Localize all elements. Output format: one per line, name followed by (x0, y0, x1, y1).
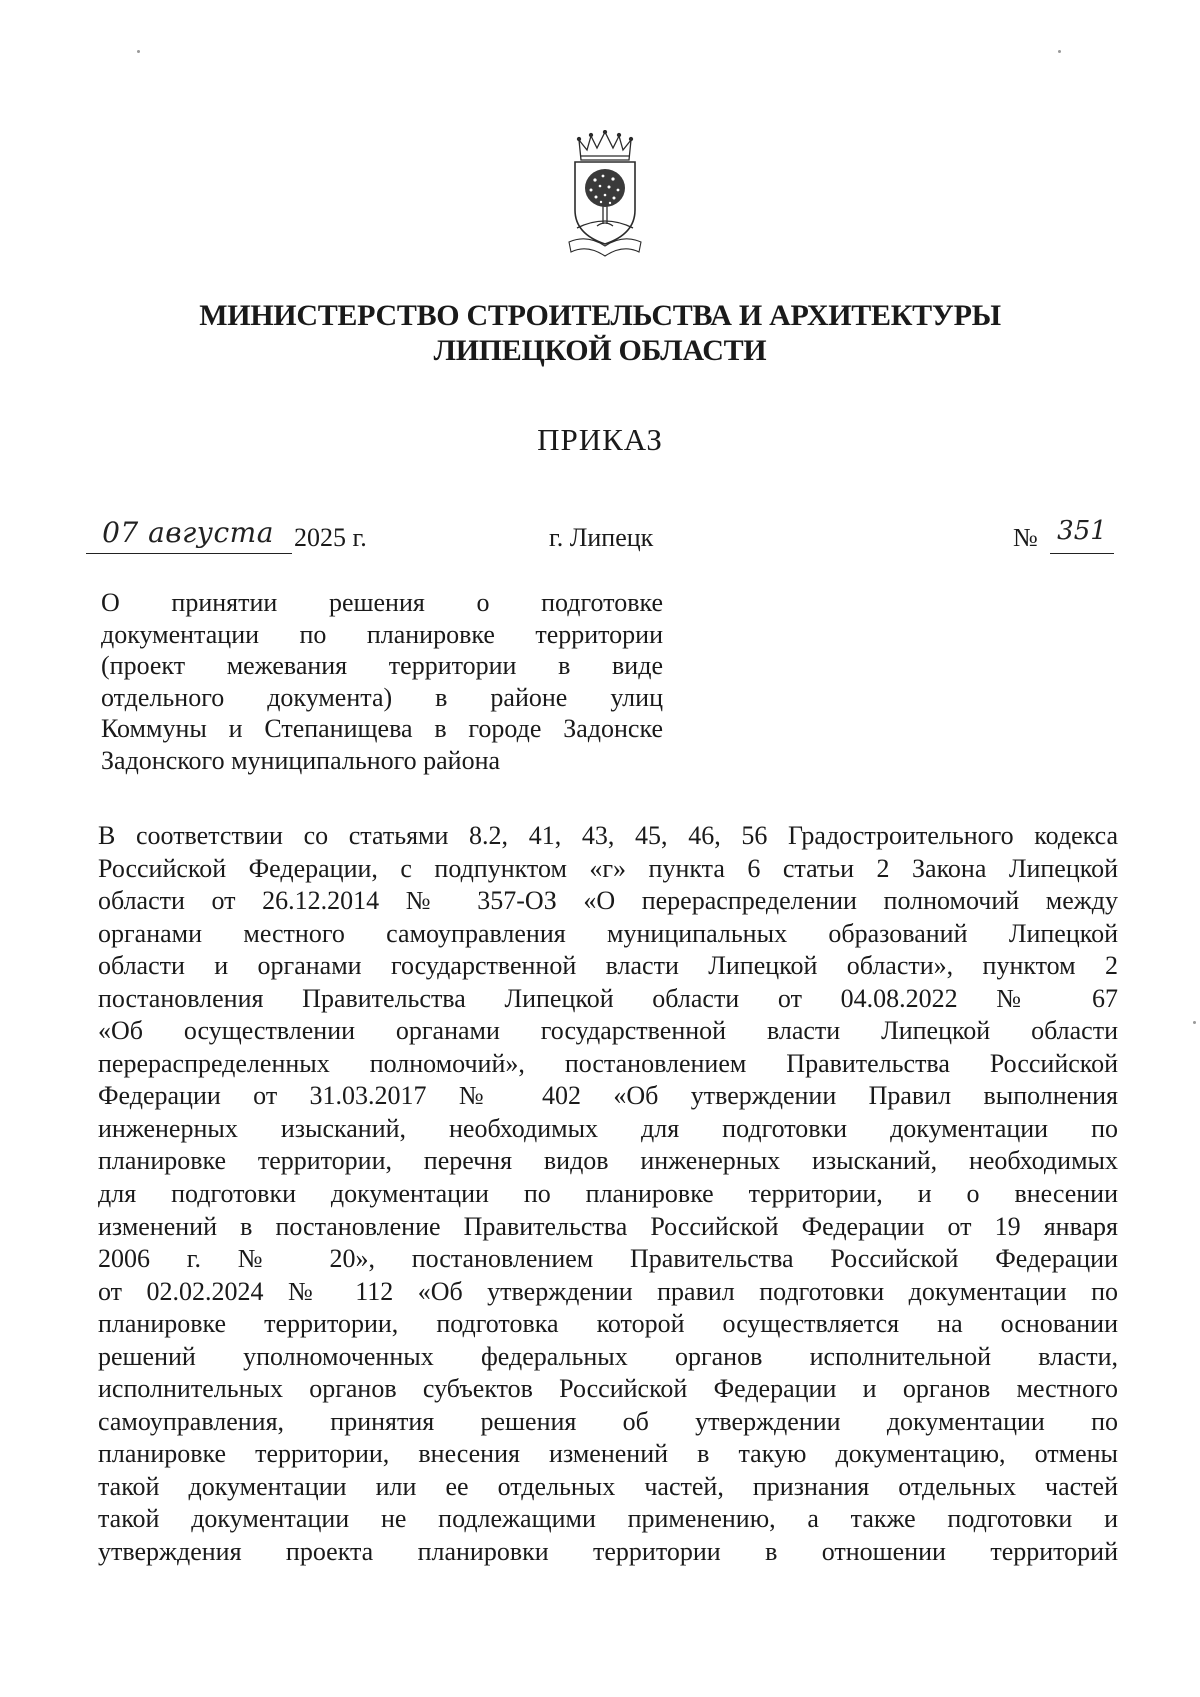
body-line: области от 26.12.2014 № 357-ОЗ «О перераспределении полномочий между (98, 886, 1118, 916)
body-line: такой документации или ее отдельных частей, признания отдельных частей (98, 1471, 1118, 1501)
body-line: перераспределенных полномочий», постановлением Правительства Российской (98, 1048, 1118, 1078)
body-line: планировке территории, перечня видов инженерных изысканий, необходимых (98, 1146, 1118, 1176)
organization-name-line-2: ЛИПЕЦКОЙ ОБЛАСТИ (433, 334, 767, 367)
date-year: 2025 г. (294, 523, 367, 552)
body-line: изменений в постановление Правительства Российской Федерации от 19 января (98, 1211, 1118, 1241)
subject-line: О принятии решения о подготовке (101, 588, 663, 617)
body-line: решений уполномоченных федеральных органов исполнительной власти, (98, 1341, 1118, 1371)
date-underline (86, 553, 292, 554)
subject-line: Коммуны и Степанищева в городе Задонске (101, 714, 663, 743)
body-line: от 02.02.2024 № 112 «Об утверждении правил подготовки документации по (98, 1276, 1118, 1306)
subject-line: Задонского муниципального района (101, 745, 501, 775)
organization-name-line-1: МИНИСТЕРСТВО СТРОИТЕЛЬСТВА И АРХИТЕКТУРЫ (199, 299, 1001, 332)
subject-line: документации по планировке территории (101, 619, 663, 649)
body-line: планировке территории, внесения изменений в такую документацию, отмены (98, 1439, 1118, 1469)
number-sign: № (1013, 523, 1038, 552)
body-line: инженерных изысканий, необходимых для подготовки документации по (98, 1113, 1118, 1143)
place-of-issue: г. Липецк (549, 523, 654, 552)
scan-speck (1193, 1021, 1196, 1024)
body-line: исполнительных органов субъектов Российской Федерации и органов местного (98, 1374, 1118, 1404)
document-type-title: ПРИКАЗ (537, 422, 663, 457)
body-line: такой документации не подлежащими применению, а также подготовки и (98, 1504, 1118, 1534)
body-line: В соответствии со статьями 8.2, 41, 43, 45, 46, 56 Градостроительного кодекса (98, 821, 1118, 850)
order-body-paragraph (98, 820, 1118, 1569)
body-line: постановления Правительства Липецкой области от 04.08.2022 № 67 (98, 983, 1118, 1013)
body-line: самоуправления, принятия решения об утверждении документации по (98, 1406, 1118, 1436)
body-line: утверждения проекта планировки территории в отношении территорий (98, 1537, 1118, 1567)
number-underline (1050, 553, 1114, 554)
scan-speck (137, 50, 140, 53)
date-handwritten: 07 августа (102, 516, 274, 549)
coat-of-arms-emblem (563, 130, 647, 260)
subject-line: (проект межевания территории в виде (101, 651, 663, 680)
order-subject (101, 587, 663, 776)
subject-line: отдельного документа) в районе улиц (101, 682, 663, 712)
body-line: «Об осуществлении органами государственной власти Липецкой области (98, 1016, 1118, 1046)
scan-speck (1058, 50, 1061, 53)
body-line: 2006 г. № 20», постановлением Правительства Российской Федерации (98, 1244, 1118, 1274)
body-line: Федерации от 31.03.2017 № 402 «Об утверждении Правил выполнения (98, 1081, 1118, 1111)
body-line: органами местного самоуправления муниципальных образований Липецкой (98, 918, 1118, 948)
body-line: планировке территории, подготовка которой осуществляется на основании (98, 1309, 1118, 1339)
body-line: для подготовки документации по планировке территории, и о внесении (98, 1179, 1118, 1209)
body-line: Российской Федерации, с подпунктом «г» пункта 6 статьи 2 Закона Липецкой (98, 853, 1118, 883)
body-line: области и органами государственной власти Липецкой области», пунктом 2 (98, 951, 1118, 981)
order-number-handwritten: 351 (1057, 516, 1107, 546)
